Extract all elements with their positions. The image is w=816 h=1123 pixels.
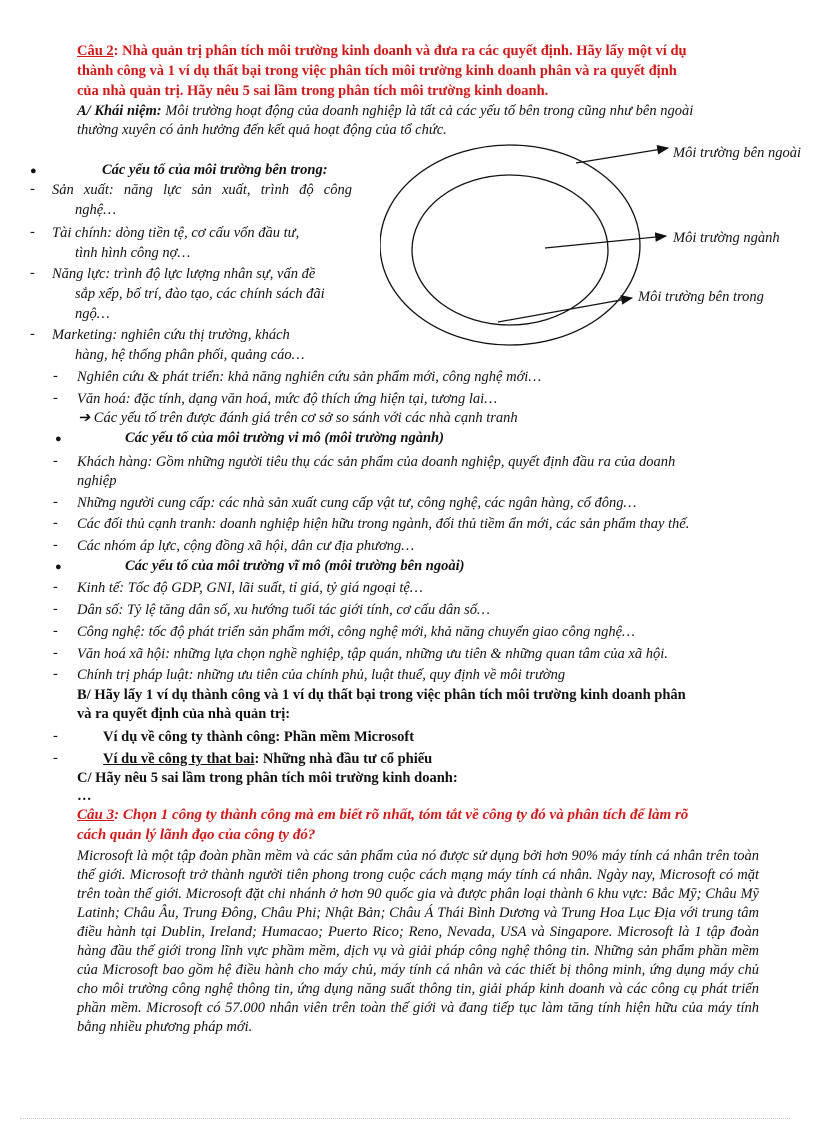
q2-label: Câu 2 <box>77 43 114 59</box>
internal-culture: Văn hoá: đặc tính, dạng văn hoá, mức độ thích ứng hiện tại, tương lai… <box>77 391 498 407</box>
dash-icon: - <box>53 494 58 510</box>
dash-icon: - <box>30 181 35 197</box>
bullet-icon: ● <box>55 433 62 445</box>
micro-heading: Các yếu tố của môi trường vi mô (môi trường ngành) <box>125 430 444 446</box>
q3-paragraph: Microsoft là một tập đoàn phần mềm và các sản phẩm của nó được sử dụng bởi hơn 90% máy tính cá nhân trên toàn thế giới. Microsoft trở thành người tiên phong trong cuộc cách mạng máy tính cá nhân. Ngày nay, Microsoft có mặt trên toàn thế giới. Microsoft đặt chi nhánh ở hơn 90 quốc gia và được phân loại thành 6 khu vực: Bắc Mỹ; Châu Mỹ Latinh; Châu Âu, Trung Đông, Châu Phi; Nhật Bản; Châu Á Thái Bình Dương và Trung Hoa Lục Địa với trung tâm điều hành tại Dublin, Ireland; Humacao; Puerto Rico; Reno, Nevada, USA và Singapore. Microsoft là 1 tập đoàn hàng đầu thế giới trong lĩnh vực phầm mềm, dịch vụ và giải pháp công nghệ thông tin. Những sản phẩm phần mềm của Microsoft bao gồm hệ điều hành cho máy chủ, máy tính cá nhân và các thiết bị thông minh, ứng dụng máy chủ cho môi trường công nghệ thông tin, ứng dụng năng suất thông tin, giải pháp kinh doanh và các công cụ phát triển phần mềm. Microsoft có 57.000 nhân viên trên toàn thế giới và đang tiếp tục làm tăng tính hiện hữu của máy tính bằng nhiều phương pháp mới. <box>77 848 759 1035</box>
macro-item-technology: Công nghệ: tốc độ phát triển sản phẩm mới, công nghệ mới, khả năng chuyển giao công nghệ… <box>77 624 635 640</box>
q2-title-line-3: của nhà quản trị. Hãy nêu 5 sai lầm trong phân tích môi trường kinh doanh. <box>77 83 549 99</box>
part-b-success-example: Ví dụ về công ty thành công: Phần mềm Microsoft <box>103 729 415 745</box>
internal-item-2-line-1: Tài chính: dòng tiền tệ, cơ cấu vốn đầu tư, <box>52 225 300 241</box>
internal-item-3-line-3: ngộ… <box>75 306 110 322</box>
part-c-line: C/ Hãy nêu 5 sai lầm trong phân tích môi trường kinh doanh: <box>77 770 458 786</box>
micro-customers-line-2: nghiệp <box>77 473 117 489</box>
bullet-icon: ● <box>55 561 62 573</box>
concept-label: A/ Khái niệm: <box>77 103 162 119</box>
micro-item-suppliers: Những người cung cấp: các nhà sản xuất cung cấp vật tư, công nghệ, các ngân hàng, cổ đông… <box>77 495 637 511</box>
q3-title-line-1: Câu 3: Chọn 1 công ty thành công mà em biết rõ nhất, tóm tắt về công ty đó và phân tích để làm rõ <box>77 807 689 823</box>
internal-item-1-line-2: nghệ… <box>75 202 117 218</box>
part-b-failure-example: Ví du về công ty that bai: Những nhà đầu tư cổ phiếu <box>103 751 433 767</box>
arrow-outer <box>576 148 668 163</box>
internal-item-4-line-2: hàng, hệ thống phân phối, quảng cáo… <box>75 347 305 363</box>
dash-icon: - <box>53 368 58 384</box>
dash-icon: - <box>30 326 35 342</box>
environment-diagram <box>380 140 816 370</box>
dash-icon: - <box>53 623 58 639</box>
failure-label: Ví du về công ty that bai <box>103 751 255 767</box>
part-b-line-2: và ra quyết định của nhà quản trị: <box>77 706 291 722</box>
q3-title-line-2: cách quản lý lãnh đạo của công ty đó? <box>77 827 316 843</box>
q3-label: Câu 3 <box>77 807 115 823</box>
macro-item-culture: Văn hoá xã hội: những lựa chọn nghề nghiệp, tập quán, những ưu tiên & những quan tâm của xã hội. <box>77 646 668 662</box>
arrow-middle <box>545 236 666 248</box>
dash-icon: - <box>53 390 58 406</box>
dash-icon: - <box>53 666 58 682</box>
dash-icon: - <box>53 579 58 595</box>
micro-item-groups: Các nhóm áp lực, cộng đồng xã hội, dân cư địa phương… <box>77 538 415 554</box>
macro-item-economy: Kinh tế: Tốc độ GDP, GNI, lãi suất, tỉ giá, tỷ giá ngoại tệ… <box>77 580 423 596</box>
page-bottom-rule <box>20 1118 790 1119</box>
bullet-icon: ● <box>30 165 37 177</box>
q2-title-line-1: Câu 2: Nhà quản trị phân tích môi trường kinh doanh và đưa ra các quyết định. Hãy lấy một ví dụ <box>77 43 687 59</box>
arrow-inner <box>498 298 632 322</box>
dash-icon: - <box>53 645 58 661</box>
internal-item-4-line-1: Marketing: nghiên cứu thị trường, khách <box>52 327 290 343</box>
concept-line-1: A/ Khái niệm: Môi trường hoạt động của doanh nghiệp là tất cả các yếu tố bên trong cũng như bên ngoài <box>77 103 694 119</box>
dash-icon: - <box>30 265 35 281</box>
internal-item-3-line-1: Năng lực: trình độ lực lượng nhân sự, vấn đề <box>52 266 316 282</box>
dash-icon: - <box>53 515 58 531</box>
label-outer-environment: Môi trường bên ngoài <box>673 145 802 161</box>
part-c-ellipsis: … <box>77 788 92 804</box>
concept-line-2: thường xuyên có ảnh hưởng đến kết quả hoạt động của tổ chức. <box>77 122 447 138</box>
internal-item-3-line-2: sắp xếp, bố trí, đào tạo, các chính sách đãi <box>75 286 325 302</box>
macro-item-politics: Chính trị pháp luật: những ưu tiên của chính phủ, luật thuế, quy định về môi trường <box>77 667 566 683</box>
label-industry-environment: Môi trường ngành <box>673 230 780 246</box>
dash-icon: - <box>30 224 35 240</box>
dash-icon: - <box>53 537 58 553</box>
internal-rd: Nghiên cứu & phát triển: khả năng nghiên cứu sản phẩm mới, công nghệ mới… <box>77 369 542 385</box>
dash-icon: - <box>53 601 58 617</box>
micro-customers-line-1: Khách hàng: Gồm những người tiêu thụ các sản phẩm của doanh nghiệp, quyết định đầu ra của doanh <box>77 454 676 470</box>
dash-icon: - <box>53 453 58 469</box>
macro-heading: Các yếu tố của môi trường vĩ mô (môi trường bên ngoài) <box>125 558 465 574</box>
dash-icon: - <box>53 728 58 744</box>
internal-heading: Các yếu tố của môi trường bên trong: <box>102 162 328 178</box>
label-internal-environment: Môi trường bên trong <box>638 289 764 305</box>
macro-item-population: Dân số: Tỷ lệ tăng dân số, xu hướng tuổi tác giới tính, cơ cấu dân số… <box>77 602 490 618</box>
internal-item-2-line-2: tình hình công nợ… <box>75 245 191 261</box>
internal-conclusion-line: ➔ Các yếu tố trên được đánh giá trên cơ sở so sánh với các nhà cạnh tranh <box>78 410 518 426</box>
micro-item-competitors: Các đối thủ cạnh tranh: doanh nghiệp hiện hữu trong ngành, đối thủ tiềm ẩn mới, các sản phẩm thay thế. <box>77 516 690 532</box>
internal-item-1-line-1: Sản xuất: năng lực sản xuất, trình độ công <box>52 182 352 198</box>
q2-title-line-2: thành công và 1 ví dụ thất bại trong việc phân tích môi trường kinh doanh phân và ra quyết định <box>77 63 677 79</box>
part-b-line-1: B/ Hãy lấy 1 ví dụ thành công và 1 ví dụ thất bại trong việc phân tích môi trường kinh doanh phân <box>77 687 686 703</box>
inner-circle <box>412 175 608 325</box>
right-arrow-icon: ➔ <box>78 410 94 426</box>
dash-icon: - <box>53 750 58 766</box>
